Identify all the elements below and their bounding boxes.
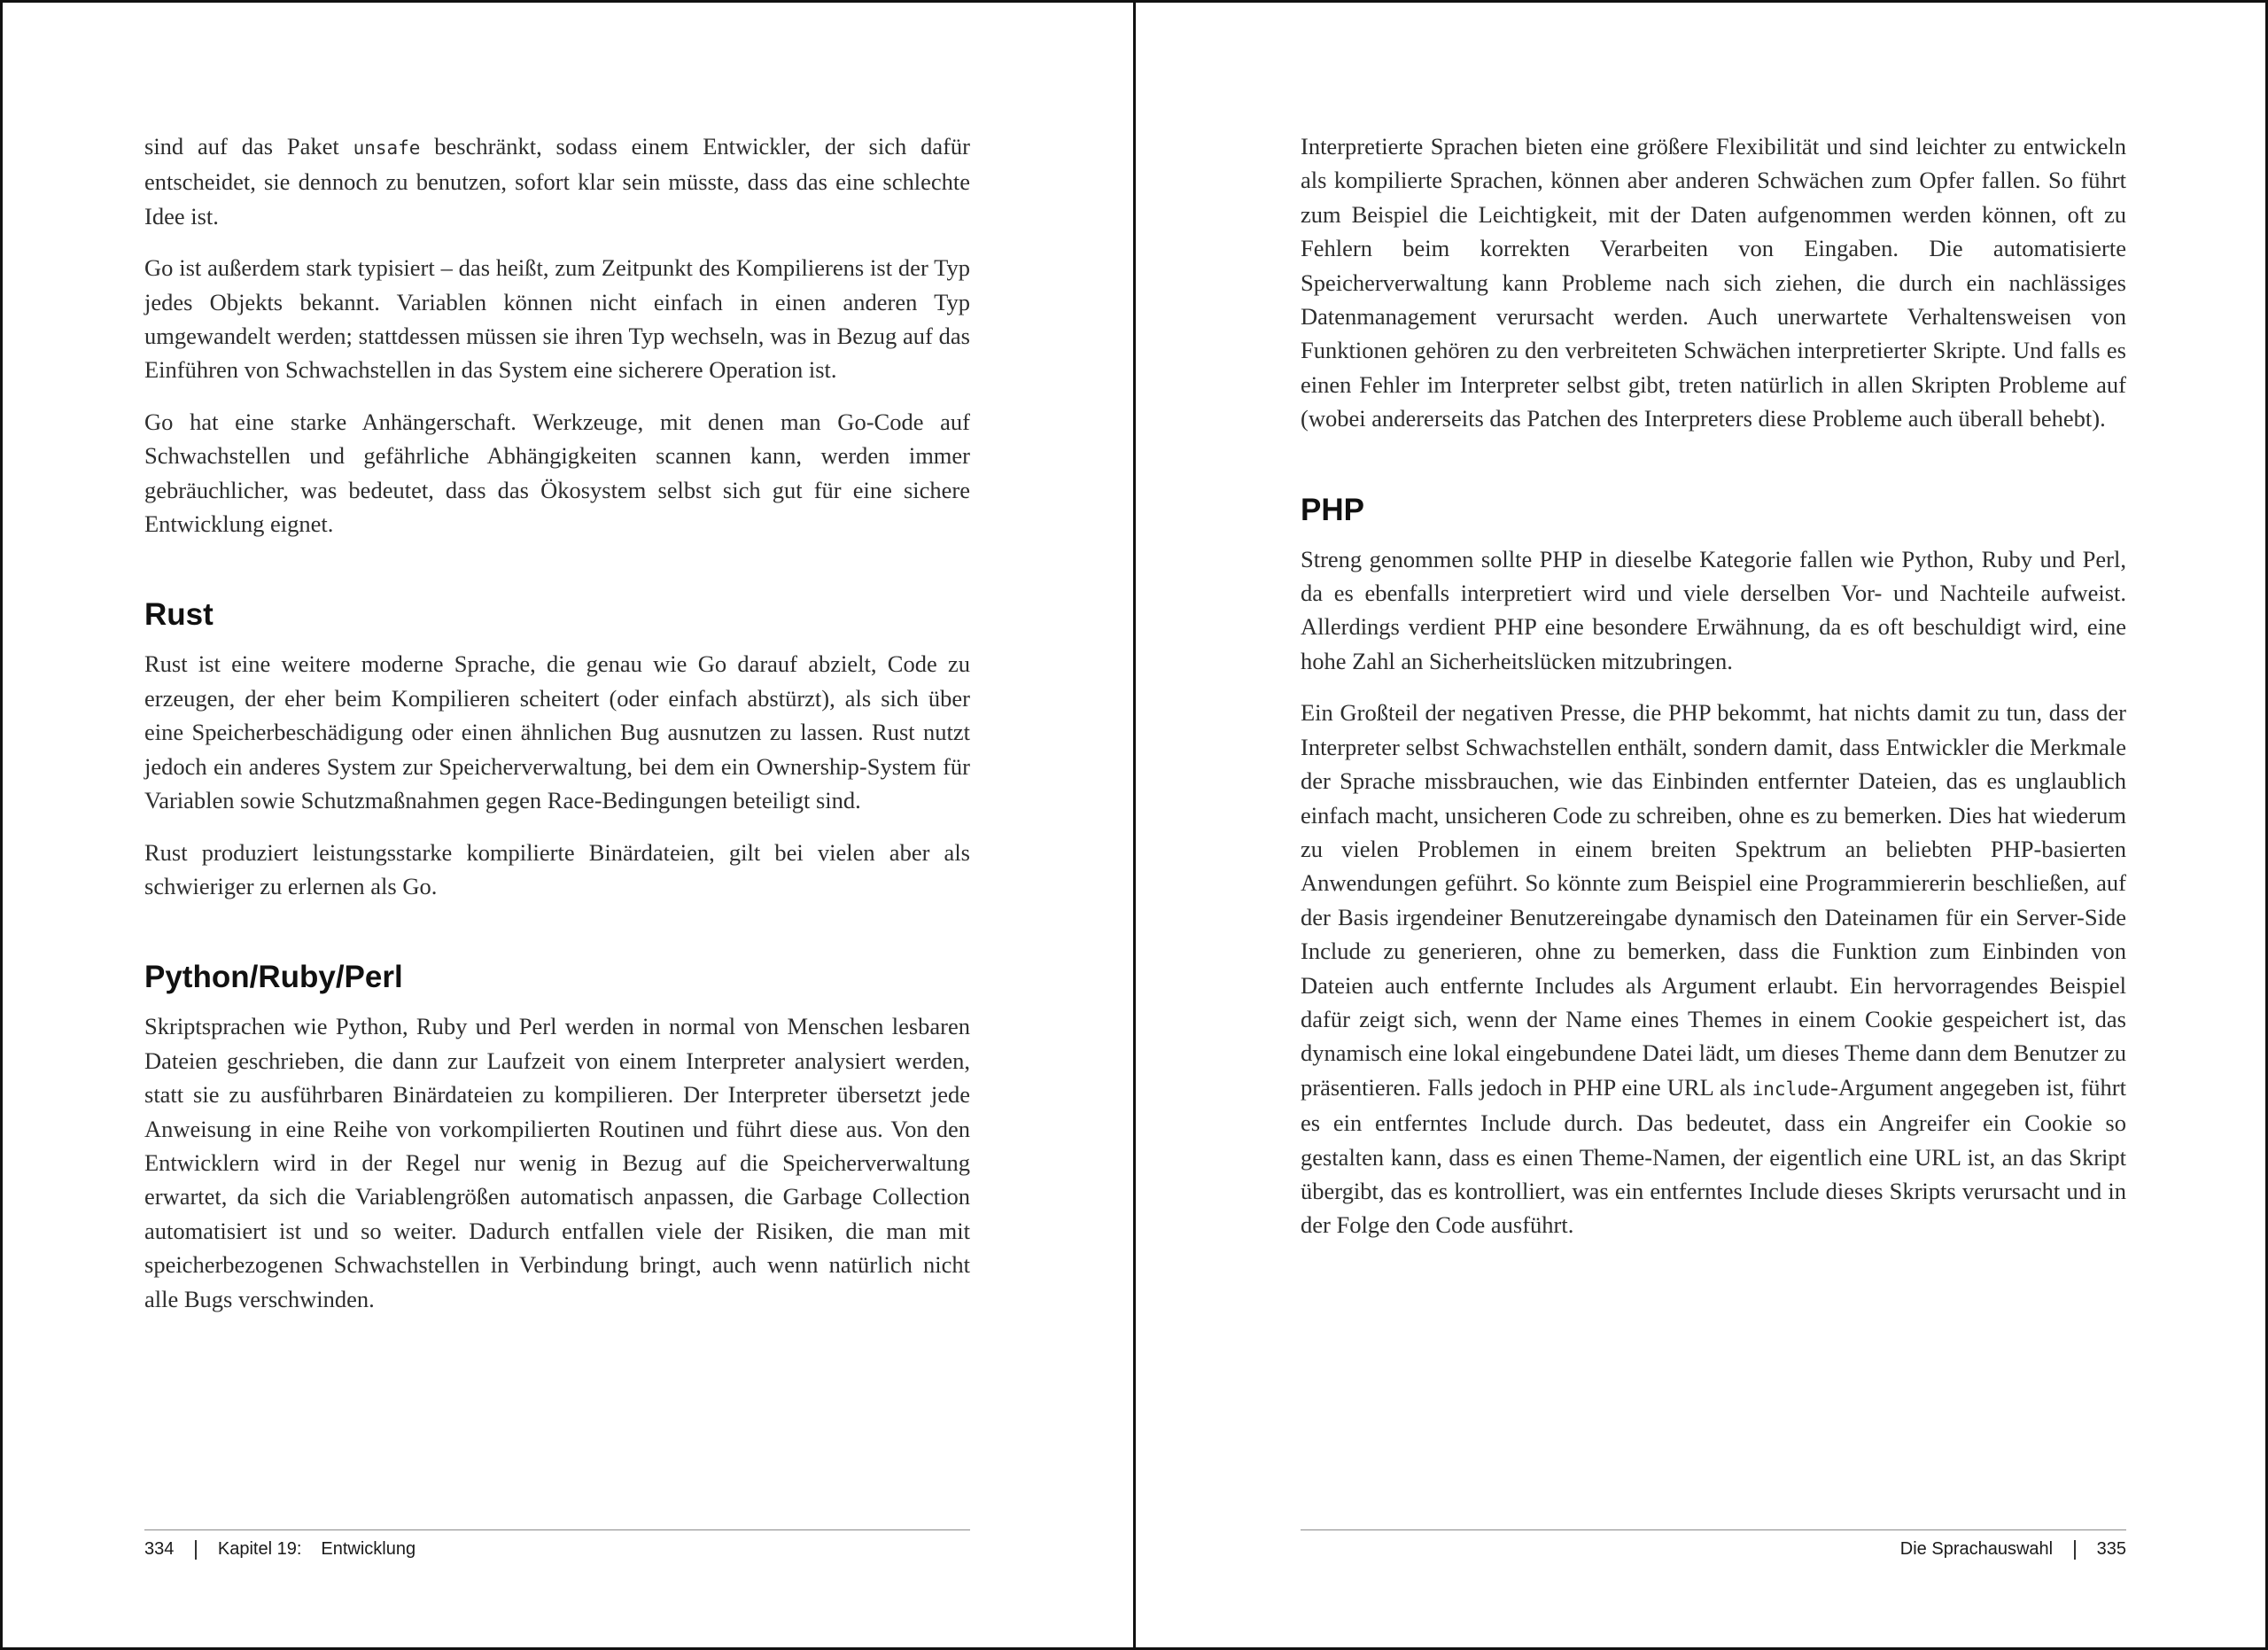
footer-separator	[195, 1540, 197, 1560]
inline-code: unsafe	[353, 137, 421, 159]
section-heading-php: PHP	[1301, 492, 1364, 527]
section-title: Die Sprachauswahl	[1899, 1539, 2054, 1559]
page-number: 334	[144, 1539, 175, 1559]
paragraph: Streng genommen sollte PHP in dieselbe Kategorie fallen wie Python, Ruby und Perl, da es ebenfalls interpretiert wird und viele derselben Vor- und Nachteile aufweist. Allerdings verdient PHP eine besondere Erwähnung, da es oft beschuldigt wird, eine hohe Zahl an Sicherheitslücken mitzubringen.	[1301, 545, 2126, 674]
left-page-body	[144, 129, 970, 1334]
paragraph: Interpretierte Sprachen bieten eine größere Flexibilität und sind leichter zu entwickeln als kompilierte Sprachen, können aber anderen Schwächen zum Opfer fallen. So führt zum Beispiel die Leichtigkeit, mit der Daten aufgenommen werden können, oft zu Fehlern beim korrekten Verarbeiten von Eingaben. Die automatisierte Speicherverwaltung kann Probleme nach sich ziehen, die durch ein nachlässiges Datenmanagement verursacht werden. Auch unerwartete Verhaltensweisen von Funktionen gehören zu den verbreiteten Schwächen interpretierter Skripte. Und falls es einen Fehler im Interpreter selbst gibt, treten natürlich in allen Skripten Probleme auf (wobei andererseits das Patchen des Interpreters diese Probleme auch überall behebt).	[1301, 133, 2126, 432]
left-page	[3, 3, 1133, 1647]
section-heading-python-ruby-perl: Python/Ruby/Perl	[144, 960, 403, 995]
page-number: 335	[2096, 1539, 2126, 1559]
paragraph: Rust produziert leistungsstarke kompilierte Binärdateien, gilt bei vielen aber als schwieriger zu erlernen als Go.	[144, 838, 970, 899]
paragraph: Rust ist eine weitere moderne Sprache, die genau wie Go darauf abzielt, Code zu erzeugen, der eher beim Kompilieren scheitert (oder einfach abstürzt), als sich über eine Speicherbeschädigung oder einen ähnlichen Bug ausnutzen zu lassen. Rust nutzt jedoch ein anderes System zur Speicherverwaltung, bei dem ein Ownership-System für Variablen sowie Schutzmaßnahmen gegen Race-Bedingungen beteiligt sind.	[144, 650, 970, 814]
right-page-footer	[1301, 1529, 2126, 1560]
left-page-footer	[144, 1529, 970, 1560]
paragraph: Go hat eine starke Anhängerschaft. Werkzeuge, mit denen man Go-Code auf Schwachstellen und gefährliche Abhängigkeiten scannen kann, werden immer gebräuchlicher, was bedeutet, dass das Ökosystem selbst sich gut für eine sichere Entwicklung eignet.	[144, 408, 970, 538]
paragraph: Ein Großteil der negativen Presse, die PHP bekommt, hat nichts damit zu tun, dass der Interpreter selbst Schwachstellen enthält, sondern damit, dass Entwickler die Merkmale der Sprache missbrauchen, wie das Einbinden entfernter Dateien, das es unglaublich einfach macht, unsicheren Code zu schreiben, ohne es zu bemerken. Dies hat wiederum zu vielen Problemen in einem breiten Spektrum an beliebten PHP-basierten Anwendungen geführt. So könnte zum Beispiel eine Programmiererin beschließen, auf der Basis irgendeiner Benutzereingabe dynamisch den Dateinamen für ein Server-Side Include zu generieren, ohne zu bemerken, dass die Funktion zum Einbinden von Dateien auch entfernte Includes als Argument erlaubt. Ein hervorragendes Beispiel dafür zeigt sich, wenn der Name eines Themes in einem Cookie gespeichert ist, das dynamisch eine lokal eingebundene Datei lädt, um dieses Theme dann dem Benutzer zu präsentieren. Falls jedoch in PHP eine URL als include-Argument angegeben ist, führt es ein entferntes Include durch. Das bedeutet, dass ein Angreifer ein Cookie so gestalten kann, dass es einen Theme-Namen, der eigentlich eine URL ist, an das Skript übergibt, das es kontrolliert, was ein entferntes Include dieses Skripts verursacht und in der Folge den Code ausführt.	[1301, 699, 2126, 1239]
right-page	[1136, 3, 2268, 1647]
paragraph: Skriptsprachen wie Python, Ruby und Perl werden in normal von Menschen lesbaren Dateien geschrieben, die dann zur Laufzeit von einem Interpreter analysiert werden, statt sie zu ausführbaren Binärdateien zu kompilieren. Der Interpreter übersetzt jede Anweisung in eine Reihe von vorkompilierten Routinen und führt diese aus. Von den Entwicklern wird in der Regel nur wenig in Bezug auf die Speicherverwaltung erwartet, da sich die Variablengrößen automatisch anpassen, die Garbage Collection automatisiert ist und so weiter. Dadurch entfallen viele der Risiken, die man mit speicherbezogenen Schwachstellen in Verbindung bringt, auch wenn natürlich nicht alle Bugs verschwinden.	[144, 1013, 970, 1312]
chapter-label: Kapitel 19:	[217, 1539, 302, 1559]
footer-separator	[2074, 1540, 2076, 1560]
inline-code: include	[1751, 1078, 1831, 1100]
chapter-title: Entwicklung	[321, 1539, 416, 1559]
paragraph: Go ist außerdem stark typisiert – das heißt, zum Zeitpunkt des Kompilierens ist der Typ jedes Objekts bekannt. Variablen können nicht einfach in einen anderen Typ umgewandelt werden; stattdessen müssen sie ihren Typ wechseln, was in Bezug auf das Einführen von Schwachstellen in das System eine sicherere Operation ist.	[144, 254, 970, 384]
paragraph: sind auf das Paket unsafe beschränkt, sodass einem Entwickler, der sich dafür entscheidet, sie dennoch zu benutzen, sofort klar sein müsste, dass das eine schlechte Idee ist.	[144, 133, 970, 230]
section-heading-rust: Rust	[144, 597, 214, 633]
right-page-body	[1301, 129, 2126, 1260]
